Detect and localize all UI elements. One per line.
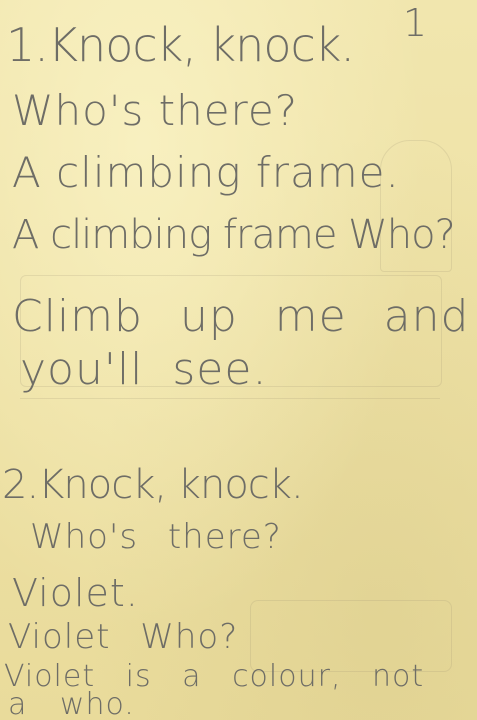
joke-line: you'll see.	[20, 344, 268, 395]
joke-line: Violet Who?	[8, 617, 239, 657]
page-number: 1	[402, 1, 427, 45]
joke-line: 2.Knock, knock.	[2, 462, 303, 508]
joke-line: Who's there?	[30, 517, 282, 557]
joke-line: 1.Knock, knock.	[6, 18, 355, 72]
joke-line: Climb up me and	[12, 291, 470, 342]
joke-line: A climbing frame.	[12, 148, 400, 197]
joke-line: a who.	[8, 687, 135, 720]
joke-line: Who's there?	[12, 86, 299, 135]
joke-line: Violet.	[12, 571, 139, 615]
joke-line: Violet is a colour, not	[4, 659, 425, 694]
joke-line: A climbing frame Who?	[12, 212, 455, 258]
show-through-sketch	[20, 398, 440, 399]
